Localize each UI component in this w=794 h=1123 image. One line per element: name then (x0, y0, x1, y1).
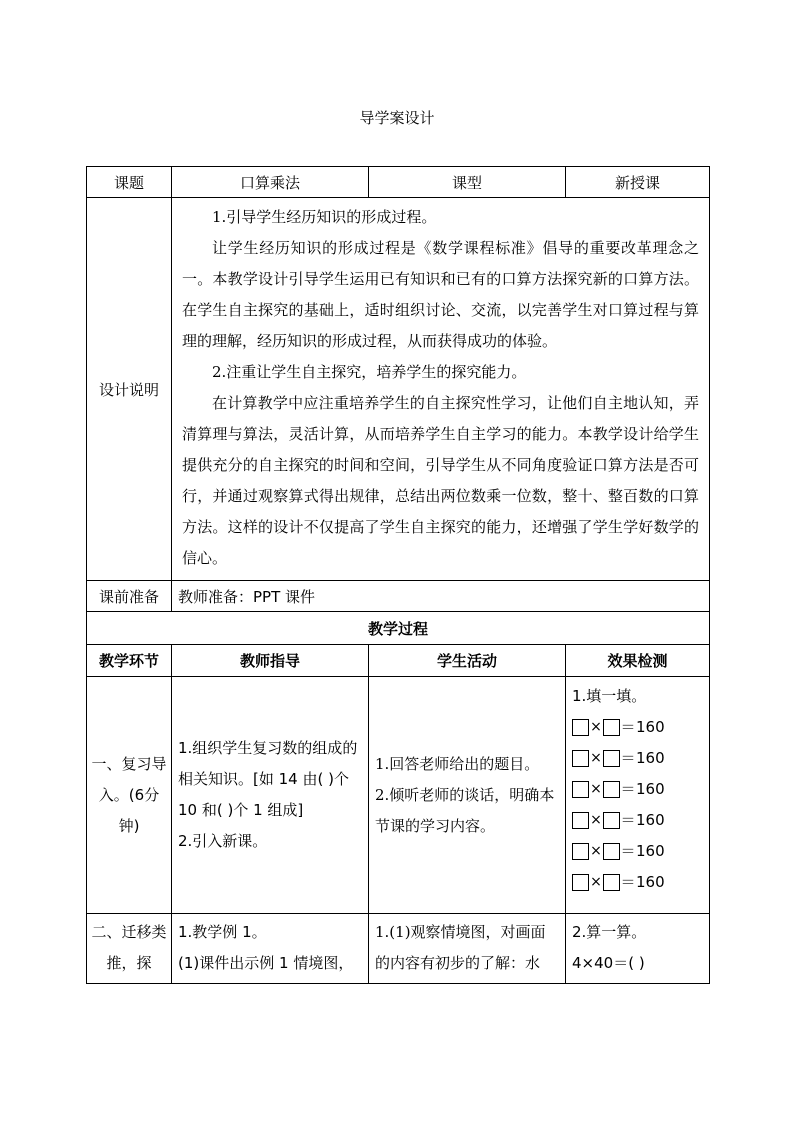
teacher-line: 1.教学例 1。 (178, 923, 267, 941)
column-header: 效果检测 (566, 645, 710, 677)
fill-blank-equation (572, 774, 703, 805)
equals-sign: ＝ (620, 749, 636, 767)
design-label: 设计说明 (87, 198, 172, 581)
times-sign: × (590, 874, 602, 890)
blank-box[interactable] (603, 874, 620, 891)
blank-box[interactable] (603, 719, 620, 736)
design-paragraph: 在计算教学中应注重培养学生的自主探究性学习，让他们自主地认知，弄清算理与算法，灵活计算，从而培养学生自主学习的能力。本教学设计给学生提供充分的自主探究的时间和空间，引导学生从不同角度验证口算方法是否可行，并通过观察算式得出规律，总结出两位数乘一位数，整十、整百数的口算方法。这样的设计不仅提高了学生自主探究的能力，还增强了学生学好数学的信心。 (182, 394, 699, 567)
prep-label: 课前准备 (87, 581, 172, 612)
equals-sign: ＝ (620, 780, 636, 798)
student-cell (369, 677, 566, 914)
document-title: 导学案设计 (359, 109, 435, 127)
process-column-headers (87, 645, 710, 677)
blank-box[interactable] (572, 843, 589, 860)
times-sign: × (590, 843, 602, 859)
table-row (87, 914, 710, 984)
stage-cell: 二、迁移类推，探 (87, 914, 172, 984)
times-sign: × (590, 719, 602, 735)
equation-result: 160 (636, 780, 665, 798)
check-title: 2.算一算。 (572, 923, 647, 941)
column-header: 教师指导 (172, 645, 369, 677)
column-header: 教学环节 (87, 645, 172, 677)
prep-value: 教师准备：PPT 课件 (172, 581, 710, 612)
design-paragraph: 1.引导学生经历知识的形成过程。 (212, 208, 437, 226)
times-sign: × (590, 781, 602, 797)
equation-result: 160 (636, 749, 665, 767)
column-header: 学生活动 (369, 645, 566, 677)
design-paragraph: 2.注重让学生自主探究，培养学生的探究能力。 (212, 363, 527, 381)
equation-result: 160 (636, 718, 665, 736)
teacher-cell (172, 677, 369, 914)
student-line: 2.倾听老师的谈话，明确本节课的学习内容。 (375, 785, 555, 835)
fill-blank-equation (572, 805, 703, 836)
table-row (87, 677, 710, 914)
type-label: 课型 (369, 167, 566, 198)
process-title-row (87, 612, 710, 645)
blank-box[interactable] (572, 874, 589, 891)
equation-result: 160 (636, 811, 665, 829)
blank-box[interactable] (603, 750, 620, 767)
equals-sign: ＝ (620, 718, 636, 736)
topic-label: 课题 (87, 167, 172, 198)
blank-box[interactable] (572, 750, 589, 767)
stage-cell: 一、复习导入。(6分钟) (87, 677, 172, 914)
fill-blank-equation (572, 712, 703, 743)
check-title: 1.填一填。 (572, 687, 647, 705)
design-row (87, 198, 710, 581)
equals-sign: ＝ (620, 873, 636, 891)
prep-row (87, 581, 710, 612)
type-value: 新授课 (566, 167, 710, 198)
equals-sign: ＝ (620, 842, 636, 860)
blank-box[interactable] (603, 781, 620, 798)
teacher-line: 2.引入新课。 (178, 832, 268, 850)
equation-result: 160 (636, 873, 665, 891)
check-cell (566, 677, 710, 914)
blank-box[interactable] (572, 781, 589, 798)
topic-value: 口算乘法 (172, 167, 369, 198)
design-paragraph: 让学生经历知识的形成过程是《数学课程标准》倡导的重要改革理念之一。本教学设计引导学生运用已有知识和已有的口算方法探究新的口算方法。在学生自主探究的基础上，适时组织讨论、交流，以完善学生对口算过程与算理的理解，经历知识的形成过程，从而获得成功的体验。 (182, 239, 699, 350)
times-sign: × (590, 812, 602, 828)
teacher-line: 1.组织学生复习数的组成的相关知识。[如 14 由( )个 10 和( )个 1 组成] (178, 739, 358, 819)
blank-box[interactable] (603, 843, 620, 860)
blank-box[interactable] (572, 812, 589, 829)
equals-sign: ＝ (620, 811, 636, 829)
equation-result: 160 (636, 842, 665, 860)
process-title: 教学过程 (87, 612, 710, 645)
design-content (172, 198, 710, 581)
teacher-line: (1)课件出示例 1 情境图， (178, 954, 354, 972)
times-sign: × (590, 750, 602, 766)
student-line: 1.回答老师给出的题目。 (375, 754, 540, 773)
fill-blank-equation (572, 743, 703, 774)
check-cell (566, 914, 710, 984)
check-equation: 4×40＝( ) (572, 954, 645, 972)
header-row (87, 167, 710, 198)
lesson-plan-table (86, 166, 710, 984)
blank-box[interactable] (572, 719, 589, 736)
fill-blank-equation (572, 867, 703, 898)
blank-box[interactable] (603, 812, 620, 829)
teacher-cell (172, 914, 369, 984)
fill-blank-equation (572, 836, 703, 867)
student-cell: 1.(1)观察情境图，对画面的内容有初步的了解：水 (369, 914, 566, 984)
